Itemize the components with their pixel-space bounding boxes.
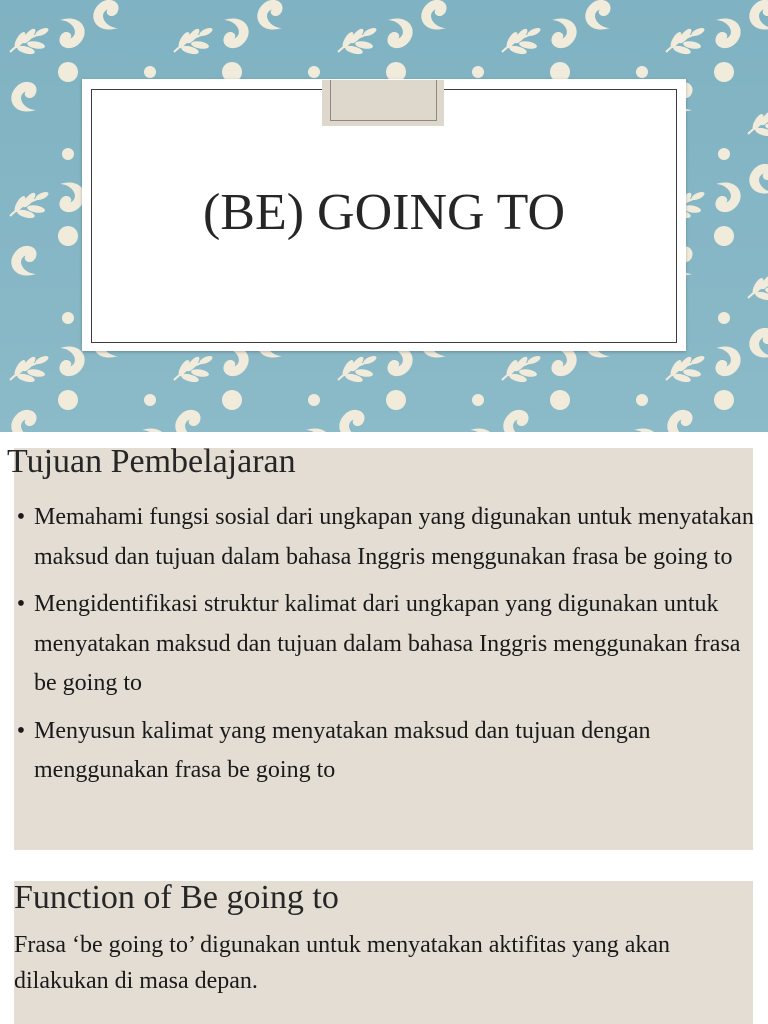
learning-objectives-list	[16, 498, 756, 799]
bullet-icon: •	[16, 591, 26, 617]
slide-title: (BE) GOING TO	[202, 184, 566, 241]
list-item	[16, 498, 756, 577]
title-card-tab-border	[330, 80, 437, 121]
bullet-icon: •	[16, 717, 26, 744]
list-item	[16, 585, 756, 704]
list-item-text: Menyusun kalimat yang menyatakan maksud dan tujuan dengan menggunakan frasa be going to	[34, 717, 651, 783]
bullet-icon: •	[16, 504, 26, 530]
function-heading: Function of Be going to	[14, 879, 339, 916]
learning-objectives-heading: Tujuan Pembelajaran	[7, 443, 296, 480]
function-body-text: Frasa ‘be going to’ digunakan untuk menyatakan aktifitas yang akan dilakukan di masa depan.	[14, 932, 671, 994]
list-item-text: Memahami fungsi sosial dari ungkapan yang digunakan untuk menyatakan maksud dan tujuan dalam bahasa Inggris menggunakan frasa be going to	[34, 504, 754, 570]
list-item	[16, 712, 756, 791]
title-card-tab	[322, 80, 444, 126]
list-item-text: Mengidentifikasi struktur kalimat dari ungkapan yang digunakan untuk menyatakan maksud dan tujuan dalam bahasa Inggris menggunakan frasa be going to	[34, 591, 741, 696]
